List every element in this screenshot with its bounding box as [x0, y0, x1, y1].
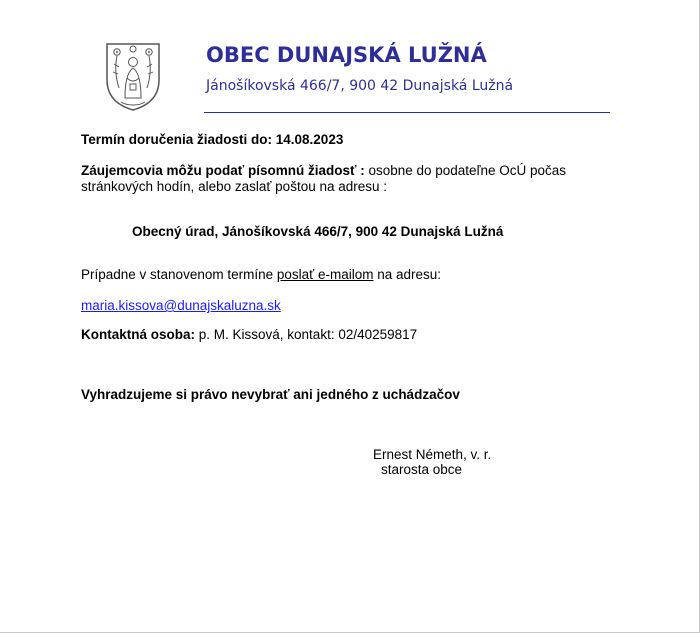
office-address: Obecný úrad, Jánošíkovská 466/7, 900 42 Dunajská Lužná [132, 224, 504, 239]
email-intro [81, 266, 441, 284]
email-link[interactable]: maria.kissova@dunajskaluzna.sk [81, 298, 281, 313]
email-intro-before: Prípadne v stanovenom termíne [81, 267, 277, 282]
applicants-bold-text: Záujemcovia môžu podať písomnú žiadosť : [81, 163, 365, 178]
organization-name: OBEC DUNAJSKÁ LUŽNÁ [206, 43, 487, 67]
signature-name: Ernest Németh, v. r. [373, 447, 492, 462]
email-intro-underlined: poslať e-mailom [276, 267, 374, 282]
organization-address: Jánošíkovská 466/7, 900 42 Dunajská Lužná [206, 78, 514, 94]
applicants-text-1: osobne do podateľne OcÚ počas [364, 163, 567, 178]
contact-text: p. M. Kissová, kontakt: 02/40259817 [195, 327, 418, 342]
contact-line [81, 326, 417, 344]
email-intro-after: na adresu: [373, 267, 442, 282]
deadline-text: Termín doručenia žiadosti do: 14.08.2023 [81, 132, 344, 147]
coat-of-arms-icon [103, 40, 163, 112]
reserve-note: Vyhradzujeme si právo nevybrať ani jedného z uchádzačov [81, 387, 460, 402]
signature-title: starosta obce [381, 462, 463, 477]
applicants-text-2: stránkových hodín, alebo zaslať poštou na adresu : [81, 179, 388, 194]
contact-label: Kontaktná osoba: [81, 327, 196, 342]
header-divider [204, 112, 610, 113]
